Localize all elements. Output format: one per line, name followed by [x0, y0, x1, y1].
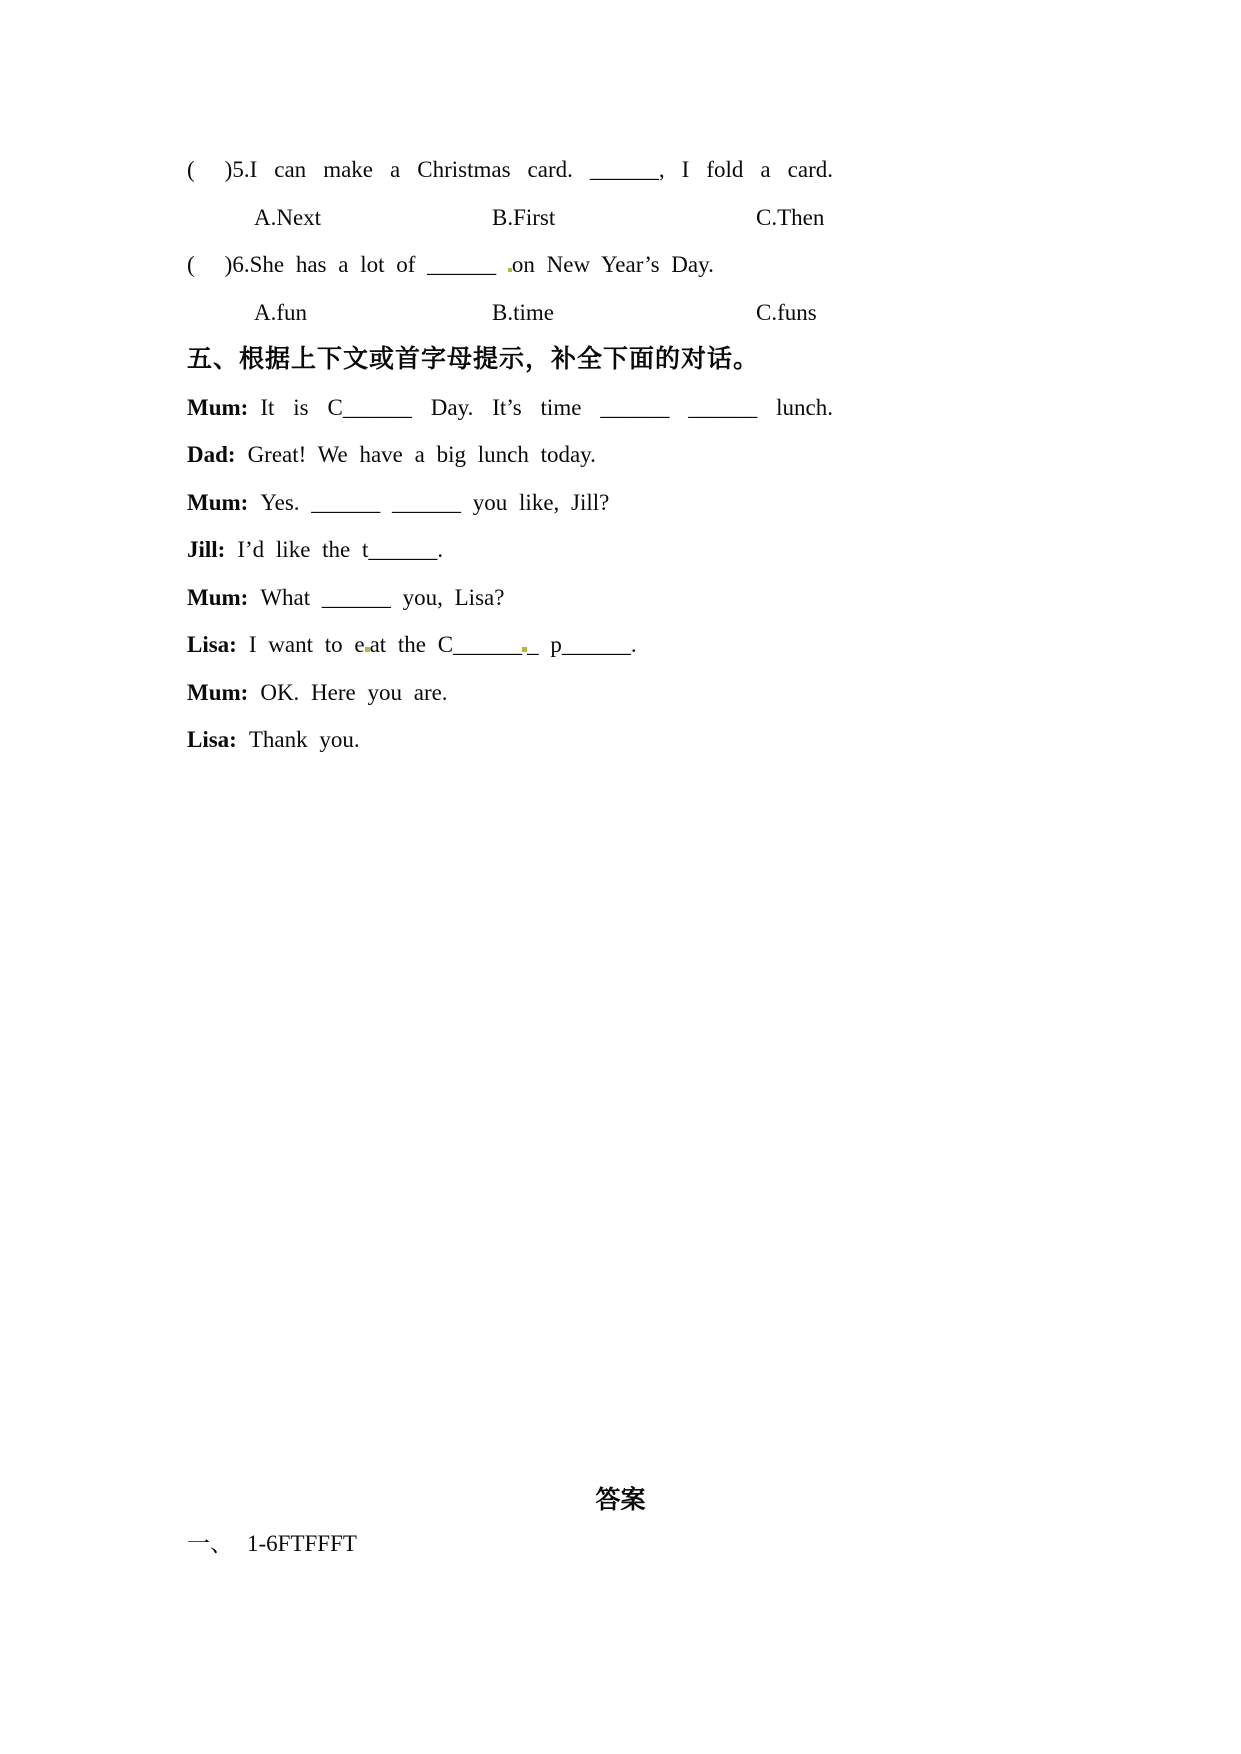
answer-key-prefix: 一、	[187, 1531, 233, 1556]
speaker-label-mum: Mum:	[187, 489, 249, 515]
question-6-line	[187, 241, 833, 289]
speaker-label-mum: Mum:	[187, 679, 249, 705]
dialogue-line-mum-2	[187, 479, 833, 527]
dialogue-text: at the C______	[369, 632, 523, 657]
speaker-label-mum: Mum:	[187, 584, 249, 610]
question-5-paren: (	[187, 157, 195, 182]
dialogue-text: It is C______ Day. It’s time ______ ______ lunch.	[260, 394, 833, 420]
speaker-label-mum: Mum:	[187, 394, 249, 420]
dialogue-line-lisa-1	[187, 621, 833, 669]
dialogue-line-mum-4	[187, 669, 833, 717]
section-heading: 五、根据上下文或首字母提示，补全下面的对话。	[187, 345, 760, 373]
question-6-text-pre: )6.She has a lot of ______	[224, 252, 508, 277]
speaker-label-lisa: Lisa:	[187, 632, 237, 657]
dialogue-text: _ p______.	[527, 632, 637, 657]
speaker-label-jill: Jill:	[187, 537, 226, 562]
dialogue-line-jill	[187, 526, 833, 574]
question-6-text-post: on New Year’s Day.	[511, 252, 714, 277]
speaker-label-dad: Dad:	[187, 442, 236, 467]
dialogue-text: Thank you.	[248, 727, 360, 752]
option-b: B.First	[492, 204, 556, 230]
answer-key-line	[187, 1526, 357, 1562]
dialogue-text: I want to e	[248, 632, 365, 657]
dialogue-line-lisa-2	[187, 716, 833, 764]
dialogue-text: OK. Here you are.	[260, 679, 448, 705]
dialogue-line-dad	[187, 431, 833, 479]
dialogue-line-mum-3	[187, 574, 833, 622]
answer-key-value: 1-6FTFFFT	[247, 1531, 357, 1556]
question-5-line	[187, 146, 833, 194]
dialogue-text: Great! We have a big lunch today.	[247, 442, 596, 467]
dialogue-text: Yes. ______ ______ you like, Jill?	[260, 489, 610, 515]
answers-heading: 答案	[595, 1486, 646, 1514]
option-a: A.fun	[254, 299, 308, 325]
question-5-options	[187, 194, 833, 242]
speaker-label-lisa: Lisa:	[187, 727, 237, 752]
question-6-options	[187, 289, 833, 337]
question-5-text: )5.I can make a Christmas card. ______, I fold a card.	[224, 157, 833, 182]
dialogue-text: What ______ you, Lisa?	[260, 584, 505, 610]
worksheet-content	[187, 146, 833, 764]
option-c: C.Then	[756, 204, 825, 230]
question-6-paren: (	[187, 252, 195, 277]
option-a: A.Next	[254, 204, 322, 230]
dialogue-text: I’d like the t______.	[237, 537, 444, 562]
option-c: C.funs	[756, 299, 817, 325]
dialogue-line-mum-1	[187, 384, 833, 432]
option-b: B.time	[492, 299, 554, 325]
